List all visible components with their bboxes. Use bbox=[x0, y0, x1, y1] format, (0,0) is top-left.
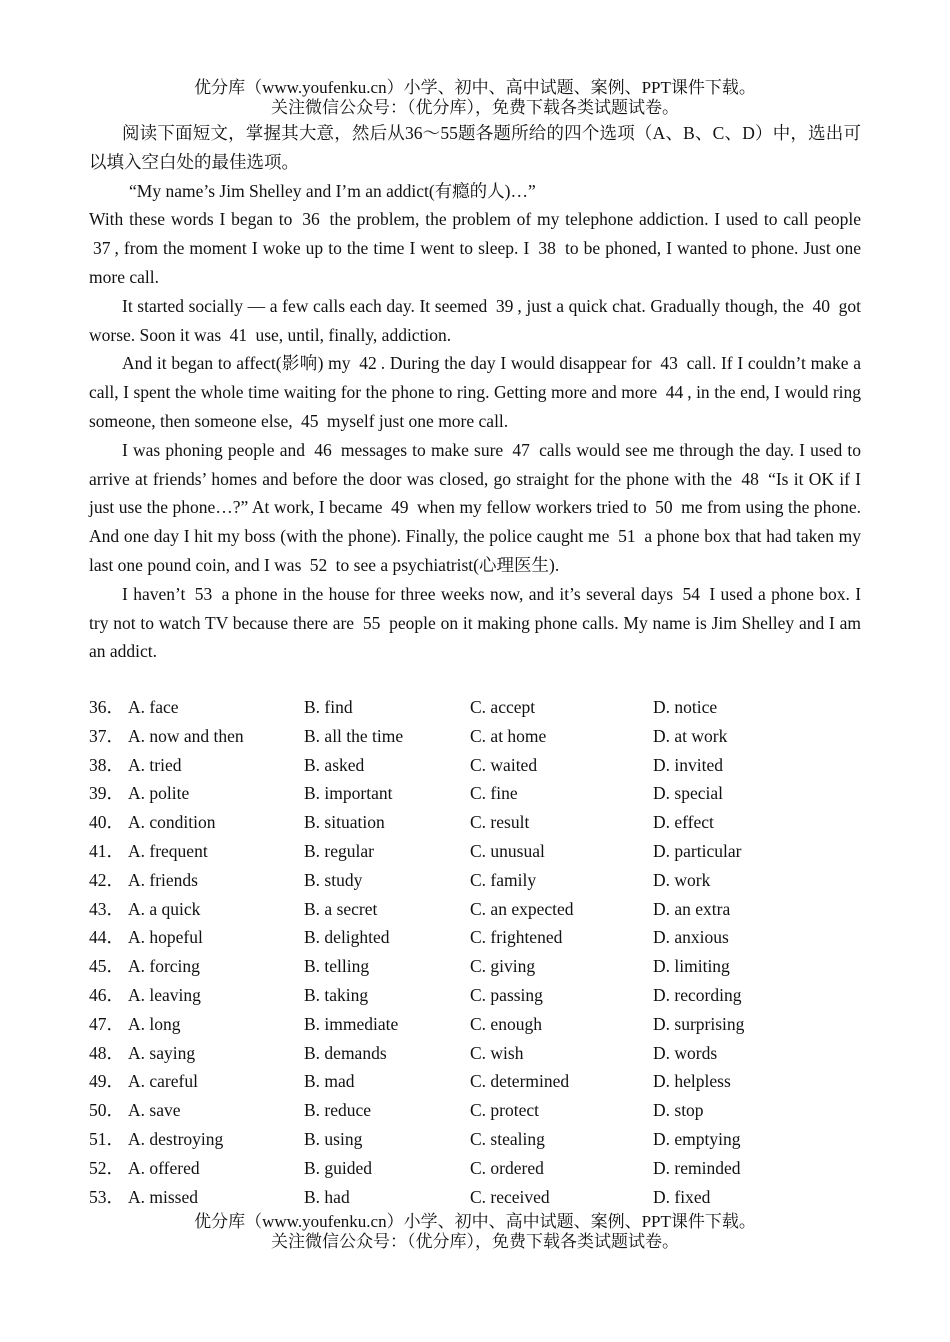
question-row bbox=[89, 981, 889, 1010]
passage-text: to be phoned, I wanted to phone. Just one more call. bbox=[89, 238, 862, 287]
question-number: 52． bbox=[89, 1157, 124, 1178]
blank-number: 53 bbox=[194, 583, 213, 604]
option-d: D. special bbox=[653, 783, 723, 804]
option-c: C. stealing bbox=[470, 1128, 545, 1149]
footer-line-2: 关注微信公众号：（优分库），免费下载各类试题试卷。 bbox=[271, 1232, 679, 1251]
option-a-cell bbox=[89, 1067, 304, 1096]
option-c: C. passing bbox=[470, 984, 543, 1005]
option-a-cell bbox=[89, 779, 304, 808]
instructions: 阅读下面短文，掌握其大意，然后从36～55题各题所给的四个选项（A、B、C、D）中，选出可以填入空白处的最佳选项。 bbox=[89, 123, 861, 172]
blank-number: 40 bbox=[812, 295, 831, 316]
option-b: B. situation bbox=[304, 812, 385, 833]
option-a-cell bbox=[89, 808, 304, 837]
passage-text: a phone in the house for three weeks now, and it’s several days bbox=[221, 583, 674, 604]
option-d: D. stop bbox=[653, 1100, 704, 1121]
question-number: 43． bbox=[89, 898, 124, 919]
question-number: 36． bbox=[89, 697, 124, 717]
passage-text: , in the end, I would ring someone, then someone else, bbox=[89, 382, 862, 431]
option-b: B. asked bbox=[304, 754, 365, 775]
question-number: 50． bbox=[89, 1100, 124, 1121]
option-b: B. reduce bbox=[304, 1100, 372, 1121]
option-d: D. effect bbox=[653, 812, 714, 833]
option-d: D. an extra bbox=[653, 898, 731, 919]
option-b: B. important bbox=[304, 783, 393, 804]
option-c: C. determined bbox=[470, 1071, 570, 1092]
option-c: C. protect bbox=[470, 1100, 540, 1121]
option-d: D. words bbox=[653, 1042, 718, 1063]
option-d: D. reminded bbox=[653, 1157, 741, 1178]
question-number: 40． bbox=[89, 812, 124, 833]
option-a: A. face bbox=[128, 697, 179, 717]
option-a: A. leaving bbox=[128, 984, 201, 1005]
question-number: 45． bbox=[89, 956, 124, 977]
option-a-cell bbox=[89, 923, 304, 952]
blank-number: 47 bbox=[512, 439, 530, 460]
question-number: 39． bbox=[89, 783, 124, 804]
passage-text: call. If I couldn’t make a call, I spent the whole time waiting for the phone to ring. Getting more and more bbox=[89, 353, 862, 403]
blank-number: 39 bbox=[495, 295, 514, 316]
option-b: B. mad bbox=[304, 1071, 355, 1092]
option-d: D. helpless bbox=[653, 1071, 731, 1092]
option-c: C. enough bbox=[470, 1013, 542, 1034]
passage-text: people on it making phone calls. My name is Jim Shelley and I am an addict. bbox=[89, 612, 861, 662]
passage-text: calls would see me through the day. I used to arrive at friends’ homes and before the door was closed, go straight for the phone with the bbox=[89, 439, 862, 489]
question-number: 37． bbox=[89, 725, 124, 746]
option-a: A. hopeful bbox=[128, 927, 203, 948]
option-c: C. family bbox=[470, 869, 537, 890]
option-d: D. invited bbox=[653, 754, 723, 775]
option-c: C. received bbox=[470, 1186, 550, 1207]
question-number: 41． bbox=[89, 840, 124, 861]
blank-number: 36 bbox=[302, 209, 320, 230]
blank-number: 37 bbox=[93, 238, 111, 259]
answer-options bbox=[89, 693, 889, 1211]
option-d: D. at work bbox=[653, 725, 728, 746]
option-a-cell bbox=[89, 1154, 304, 1183]
option-a: A. forcing bbox=[128, 956, 200, 977]
question-number: 48． bbox=[89, 1042, 124, 1063]
page-header bbox=[0, 78, 950, 118]
option-b: B. study bbox=[304, 869, 363, 890]
question-row bbox=[89, 866, 889, 895]
passage-text: , from the moment I woke up to the time I went to sleep. I bbox=[114, 238, 530, 259]
blank-number: 44 bbox=[665, 382, 684, 403]
blank-number: 42 bbox=[359, 353, 377, 374]
passage-text: I was phoning people and bbox=[122, 439, 306, 460]
option-a-cell bbox=[89, 1096, 304, 1125]
option-b: B. find bbox=[304, 697, 353, 717]
option-a: A. condition bbox=[128, 812, 216, 833]
option-d: D. notice bbox=[653, 697, 718, 717]
question-number: 51． bbox=[89, 1128, 124, 1149]
option-a-cell bbox=[89, 751, 304, 780]
option-a: A. saying bbox=[128, 1042, 196, 1063]
option-c: C. frightened bbox=[470, 927, 563, 948]
option-d: D. fixed bbox=[653, 1186, 711, 1207]
option-a-cell bbox=[89, 1125, 304, 1154]
option-b: B. immediate bbox=[304, 1013, 399, 1034]
option-a-cell bbox=[89, 837, 304, 866]
question-row bbox=[89, 1067, 889, 1096]
option-d: D. recording bbox=[653, 984, 742, 1005]
option-a-cell bbox=[89, 981, 304, 1010]
option-b: B. a secret bbox=[304, 898, 378, 919]
question-number: 49． bbox=[89, 1071, 124, 1092]
question-row bbox=[89, 751, 889, 780]
question-row bbox=[89, 722, 889, 751]
header-line-2: 关注微信公众号：（优分库），免费下载各类试题试卷。 bbox=[271, 98, 679, 117]
blank-number: 43 bbox=[660, 353, 678, 374]
option-d: D. anxious bbox=[653, 927, 729, 948]
question-row bbox=[89, 923, 889, 952]
option-a-cell bbox=[89, 866, 304, 895]
option-a: A. save bbox=[128, 1100, 181, 1121]
passage-text: the problem, the problem of my telephone addiction. I used to call people bbox=[329, 209, 862, 230]
option-a: A. now and then bbox=[128, 725, 244, 746]
question-number: 38． bbox=[89, 754, 124, 775]
blank-number: 49 bbox=[391, 497, 409, 518]
question-row bbox=[89, 808, 889, 837]
passage-text: It started socially — a few calls each day. It seemed bbox=[122, 295, 488, 316]
option-a: A. a quick bbox=[128, 898, 201, 919]
option-c: C. wish bbox=[470, 1042, 524, 1063]
option-b: B. regular bbox=[304, 840, 374, 861]
option-a-cell bbox=[89, 1010, 304, 1039]
question-number: 42． bbox=[89, 869, 124, 890]
passage-text: me from using the phone. And one day I hit my boss (with the phone). Finally, the police caught me bbox=[89, 497, 862, 547]
passage-paragraph-3 bbox=[89, 349, 861, 435]
option-b: B. had bbox=[304, 1186, 350, 1207]
option-a-cell bbox=[89, 693, 304, 722]
option-c: C. accept bbox=[470, 697, 536, 717]
option-a: A. destroying bbox=[128, 1128, 224, 1149]
question-row bbox=[89, 1183, 889, 1212]
question-number: 46． bbox=[89, 984, 124, 1005]
passage-text: a phone box that had taken my last one pound coin, and I was bbox=[89, 526, 862, 575]
option-a: A. friends bbox=[128, 869, 198, 890]
option-c: C. ordered bbox=[470, 1157, 544, 1178]
reading-section bbox=[89, 119, 861, 666]
option-c: C. unusual bbox=[470, 840, 545, 861]
question-row bbox=[89, 1154, 889, 1183]
option-a: A. long bbox=[128, 1013, 181, 1034]
option-b: B. taking bbox=[304, 984, 369, 1005]
page-footer bbox=[0, 1212, 950, 1252]
blank-number: 52 bbox=[309, 554, 328, 575]
passage-paragraph-2 bbox=[89, 292, 861, 350]
option-a: A. frequent bbox=[128, 840, 208, 861]
passage-text: messages to make sure bbox=[340, 439, 504, 460]
option-a: A. offered bbox=[128, 1157, 200, 1178]
passage-text: . During the day I would disappear for bbox=[380, 353, 652, 374]
option-d: D. particular bbox=[653, 840, 742, 861]
question-number: 47． bbox=[89, 1013, 124, 1034]
question-number: 44． bbox=[89, 927, 124, 948]
passage-text: got worse. Soon it was bbox=[89, 295, 862, 345]
passage-text: I haven’t bbox=[122, 583, 186, 604]
option-a-cell bbox=[89, 895, 304, 924]
passage-text: to see a psychiatrist(心理医生). bbox=[335, 554, 560, 575]
passage-text: myself just one more call. bbox=[326, 410, 509, 431]
question-row bbox=[89, 1096, 889, 1125]
option-b: B. using bbox=[304, 1128, 363, 1149]
passage-text: , just a quick chat. Gradually though, the bbox=[517, 295, 804, 316]
question-row bbox=[89, 1010, 889, 1039]
blank-number: 45 bbox=[301, 410, 319, 431]
passage-text: use, until, finally, addiction. bbox=[255, 324, 452, 345]
passage-title-line: “My name’s Jim Shelley and I’m an addict(有瘾的人)…” bbox=[129, 180, 536, 201]
passage-text: “Is it OK if I just use the phone…?” At work, I became bbox=[89, 468, 862, 518]
option-c: C. result bbox=[470, 812, 530, 833]
header-line-1: 优分库（www.youfenku.cn）小学、初中、高中试题、案例、PPT课件下载。 bbox=[194, 78, 756, 97]
question-row bbox=[89, 952, 889, 981]
option-a: A. tried bbox=[128, 754, 182, 775]
option-a-cell bbox=[89, 722, 304, 751]
question-row bbox=[89, 895, 889, 924]
blank-number: 41 bbox=[229, 324, 248, 345]
option-b: B. all the time bbox=[304, 725, 404, 746]
blank-number: 51 bbox=[618, 526, 636, 547]
question-row bbox=[89, 693, 889, 722]
passage-paragraph-4 bbox=[89, 436, 861, 580]
passage-text: And it began to affect(影响) my bbox=[122, 353, 351, 374]
option-b: B. delighted bbox=[304, 927, 390, 948]
question-row bbox=[89, 779, 889, 808]
passage-text: when my fellow workers tried to bbox=[417, 497, 647, 518]
blank-number: 48 bbox=[741, 468, 759, 489]
option-b: B. guided bbox=[304, 1157, 373, 1178]
option-b: B. telling bbox=[304, 956, 370, 977]
passage-paragraph-1 bbox=[89, 205, 861, 291]
blank-number: 50 bbox=[655, 497, 673, 518]
option-c: C. at home bbox=[470, 725, 547, 746]
question-row bbox=[89, 837, 889, 866]
option-d: D. emptying bbox=[653, 1128, 741, 1149]
blank-number: 38 bbox=[538, 238, 556, 259]
blank-number: 55 bbox=[362, 612, 381, 633]
option-d: D. surprising bbox=[653, 1013, 745, 1034]
option-a: A. careful bbox=[128, 1071, 198, 1092]
option-a-cell bbox=[89, 1183, 304, 1212]
blank-number: 54 bbox=[682, 583, 700, 604]
passage-text: I used a phone box. I try not to watch TV because there are bbox=[89, 583, 862, 633]
passage-paragraph-5 bbox=[89, 580, 861, 666]
option-c: C. waited bbox=[470, 754, 538, 775]
option-a: A. missed bbox=[128, 1186, 198, 1207]
footer-line-1: 优分库（www.youfenku.cn）小学、初中、高中试题、案例、PPT课件下载。 bbox=[194, 1212, 756, 1231]
option-c: C. fine bbox=[470, 783, 518, 804]
option-c: C. giving bbox=[470, 956, 536, 977]
passage-text: With these words I began to bbox=[89, 209, 293, 230]
question-row bbox=[89, 1039, 889, 1068]
option-c: C. an expected bbox=[470, 898, 574, 919]
blank-number: 46 bbox=[314, 439, 332, 460]
option-d: D. limiting bbox=[653, 956, 730, 977]
question-row bbox=[89, 1125, 889, 1154]
question-number: 53． bbox=[89, 1186, 124, 1207]
option-a-cell bbox=[89, 952, 304, 981]
option-b: B. demands bbox=[304, 1042, 387, 1063]
option-a-cell bbox=[89, 1039, 304, 1068]
option-d: D. work bbox=[653, 869, 711, 890]
option-a: A. polite bbox=[128, 783, 190, 804]
